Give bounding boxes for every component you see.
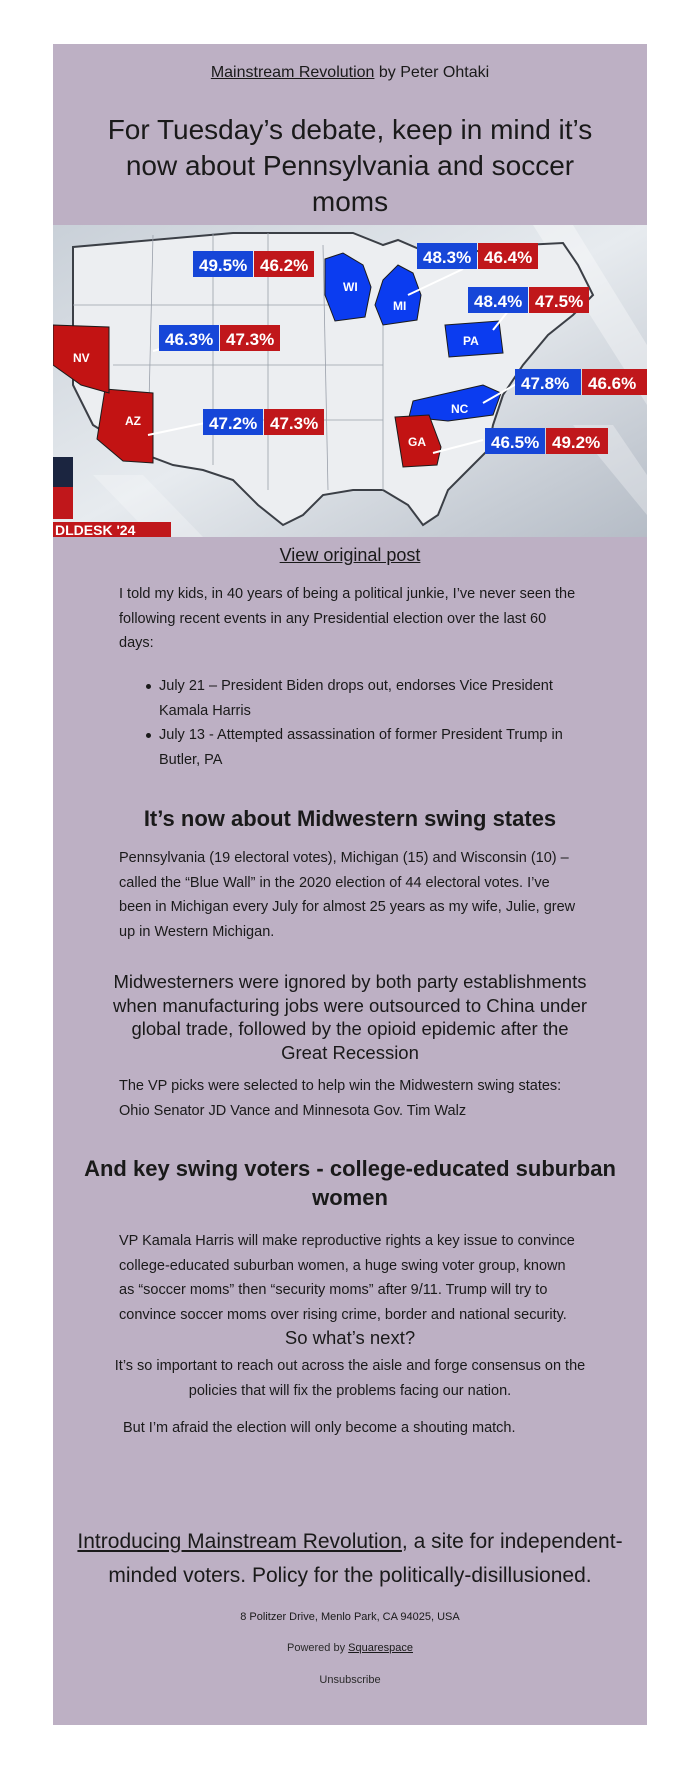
label-nc: NC bbox=[451, 402, 469, 416]
section-heading-swing-voters: And key swing voters - college-educated suburban women bbox=[84, 1156, 616, 1210]
ga-rep-value: 49.2% bbox=[552, 433, 601, 452]
headline: For Tuesday’s debate, keep in mind it’s now about Pennsylvania and soccer moms bbox=[107, 114, 593, 217]
pa-rep-value: 47.5% bbox=[535, 292, 584, 311]
consensus-paragraph: It’s so important to reach out across the aisle and forge consensus on the policies that will fix the problems facing our nation. bbox=[114, 1358, 586, 1399]
powered-by bbox=[53, 1642, 647, 1654]
label-az: AZ bbox=[125, 414, 141, 428]
label-pa: PA bbox=[463, 334, 479, 348]
wi-dem-value: 49.5% bbox=[199, 256, 248, 275]
nc-dem-value: 47.8% bbox=[521, 374, 570, 393]
unsubscribe-link[interactable]: Unsubscribe bbox=[319, 1674, 381, 1686]
map-banner: DLDESK '24 bbox=[55, 522, 136, 537]
nv-rep-value: 47.3% bbox=[226, 330, 275, 349]
mi-dem-value: 48.3% bbox=[423, 248, 472, 267]
view-original-link[interactable]: View original post bbox=[279, 545, 421, 565]
az-rep-value: 47.3% bbox=[270, 414, 319, 433]
nc-rep-value: 46.6% bbox=[588, 374, 637, 393]
section-heading-whats-next: So what’s next? bbox=[284, 1327, 416, 1348]
list-item: July 13 - Attempted assassination of former President Trump in Butler, PA bbox=[159, 723, 599, 772]
intro-tagline: , a site for independent-minded voters. Policy for the politically-disillusioned. bbox=[108, 1530, 623, 1587]
ga-dem-value: 46.5% bbox=[491, 433, 540, 452]
intro-site-link[interactable]: Introducing Mainstream Revolution bbox=[77, 1530, 402, 1553]
list-item: July 21 – President Biden drops out, endorses Vice President Kamala Harris bbox=[159, 674, 599, 723]
pull-quote: Midwesterners were ignored by both party establishments when manufacturing jobs were outsourced to China under global trade, followed by the opioid epidemic after the Great Recession bbox=[112, 971, 588, 1063]
swing-voters-paragraph: VP Kamala Harris will make reproductive rights a key issue to convince college-educated suburban women, a huge swing voter group, known as “soccer moms” then “security moms” after 9/11. Trump will try to convince soccer moms over rising crime, border and national security. bbox=[119, 1233, 575, 1323]
intro-paragraph: I told my kids, in 40 years of being a political junkie, I’ve never seen the following recent events in any Presidential election over the last 60 days: bbox=[119, 586, 576, 651]
squarespace-link[interactable]: Squarespace bbox=[348, 1642, 413, 1654]
mi-rep-value: 46.4% bbox=[484, 248, 533, 267]
newsletter-card bbox=[53, 44, 647, 1725]
az-dem-value: 47.2% bbox=[209, 414, 258, 433]
powered-by-label: Powered by bbox=[287, 1642, 349, 1654]
label-ga: GA bbox=[408, 435, 426, 449]
wi-rep-value: 46.2% bbox=[260, 256, 309, 275]
swing-state-map-image bbox=[53, 225, 647, 537]
byline-author: by Peter Ohtaki bbox=[374, 64, 490, 81]
site-link[interactable]: Mainstream Revolution bbox=[210, 64, 375, 81]
postal-address: 8 Politzer Drive, Menlo Park, CA 94025, USA bbox=[240, 1611, 460, 1623]
shouting-match-paragraph: But I’m afraid the election will only become a shouting match. bbox=[123, 1420, 516, 1436]
vp-picks-paragraph: The VP picks were selected to help win the Midwestern swing states: Ohio Senator JD Vance and Minnesota Gov. Tim Walz bbox=[119, 1078, 562, 1119]
label-wi: WI bbox=[343, 280, 358, 294]
label-nv: NV bbox=[73, 351, 90, 365]
events-list bbox=[159, 674, 599, 772]
section-heading-midwest: It’s now about Midwestern swing states bbox=[143, 806, 557, 831]
label-mi: MI bbox=[393, 299, 407, 313]
nv-dem-value: 46.3% bbox=[165, 330, 214, 349]
byline bbox=[53, 64, 647, 82]
midwest-paragraph: Pennsylvania (19 electoral votes), Michigan (15) and Wisconsin (10) – called the “Blue Wall” in the 2020 election of 44 electoral votes. I’ve been in Michigan every July for almost 25 years as my wife, Julie, grew up in Western Michigan. bbox=[119, 850, 576, 940]
footer-intro bbox=[71, 1525, 629, 1593]
view-original-container bbox=[53, 545, 647, 566]
pa-dem-value: 48.4% bbox=[474, 292, 523, 311]
